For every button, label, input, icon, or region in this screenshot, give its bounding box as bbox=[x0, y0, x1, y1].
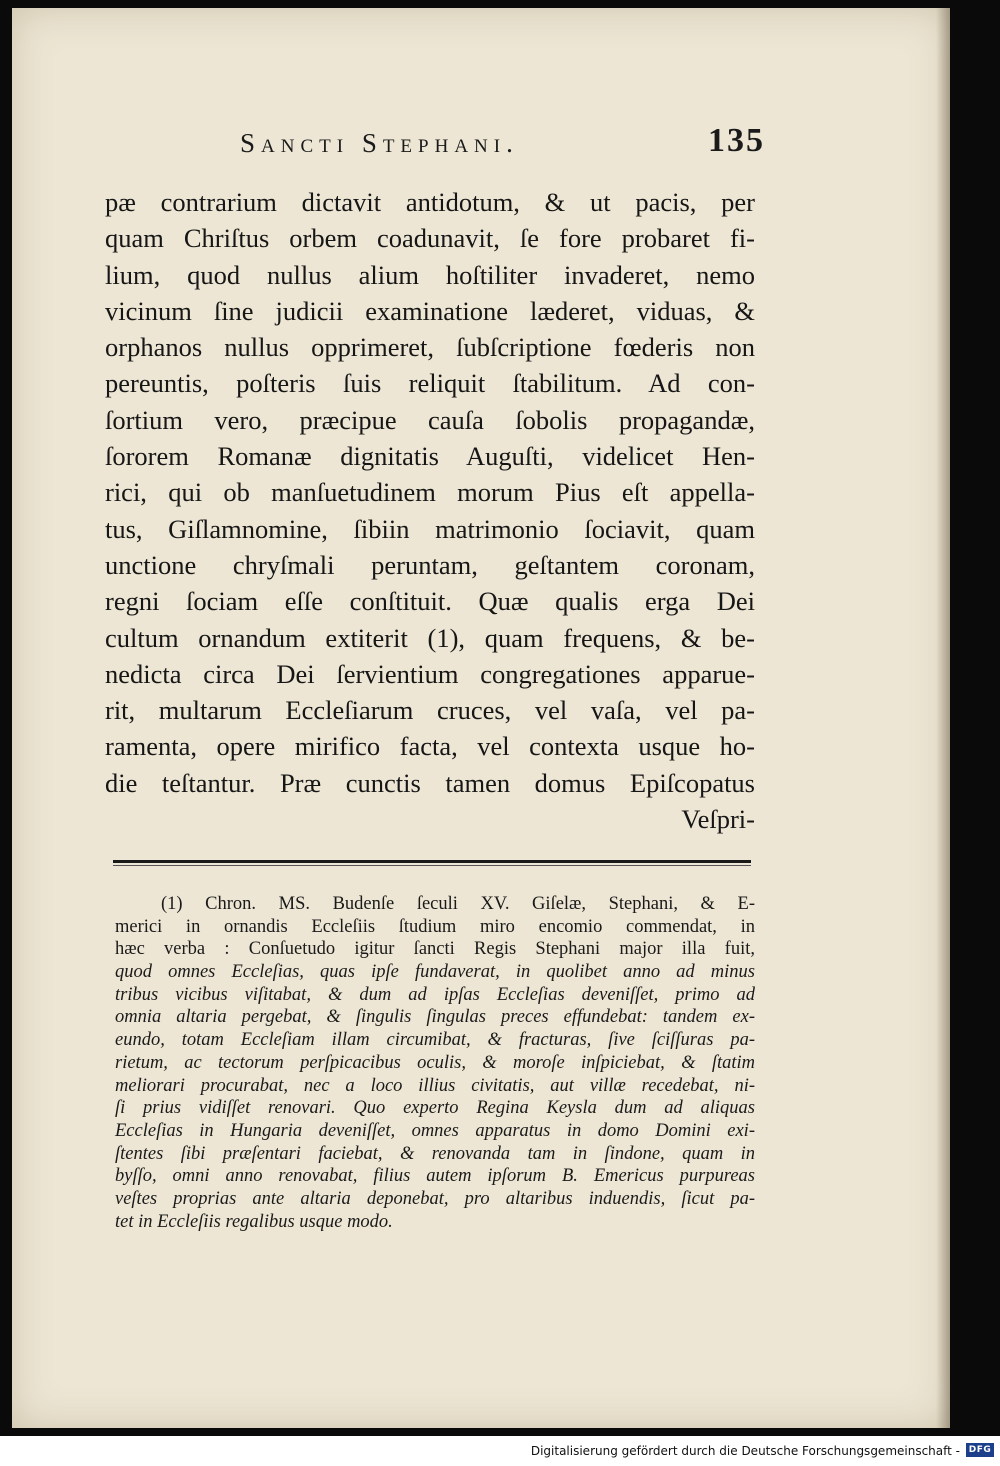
catchword: Veſpri- bbox=[681, 804, 755, 835]
footnote-line: veſtes proprias ante altaria deponebat, pro altaribus induendis, ſicut pa- bbox=[115, 1188, 755, 1209]
footnote-line: hæc verba : Conſuetudo igitur ſancti Regis Stephani major illa fuit, bbox=[115, 939, 755, 960]
footnote-line: quod omnes Eccleſias, quas ipſe fundaverat, in quolibet anno ad minus bbox=[115, 962, 755, 983]
footnote-line: ſi prius vidiſſet renovari. Quo experto Regina Keysla dum ad aliquas bbox=[115, 1098, 755, 1119]
text-line: nedicta circa Dei ſervientium congregationes apparue- bbox=[105, 658, 755, 689]
text-line: pereuntis, poſteris ſuis reliquit ſtabilitum. Ad con- bbox=[105, 368, 755, 399]
text-line: tus, Giſlamnomine, ſibiin matrimonio ſociavit, quam bbox=[105, 513, 755, 544]
footnote-line: tribus vicibus viſitabat, & dum ad ipſas Eccleſias deveniſſet, primo ad bbox=[115, 984, 755, 1005]
footnote-line: merici in ornandis Eccleſiis ſtudium miro encomio commendat, in bbox=[115, 916, 755, 937]
footnote-line: ſtentes ſibi præſentari faciebat, & renovanda tam in ſindone, quam in bbox=[115, 1143, 755, 1164]
text-line: ſororem Romanæ dignitatis Auguſti, videlicet Hen- bbox=[105, 441, 755, 472]
funding-bar bbox=[0, 1436, 1000, 1466]
main-text bbox=[105, 184, 755, 837]
text-line: unctione chryſmali peruntam, geſtantem coronam, bbox=[105, 549, 755, 580]
running-title: Sancti Stephani. bbox=[240, 128, 519, 158]
text-line: die teſtantur. Præ cunctis tamen domus Epiſcopatus bbox=[105, 767, 755, 798]
text-line: cultum ornandum extiterit (1), quam frequens, & be- bbox=[105, 622, 755, 653]
funding-notice: Digitalisierung gefördert durch die Deutsche Forschungsgemeinschaft - bbox=[530, 1444, 960, 1458]
page-header bbox=[230, 122, 765, 168]
text-line: ſortium vero, præcipue cauſa ſobolis propagandæ, bbox=[105, 404, 755, 435]
text-line: regni ſociam eſſe conſtituit. Quæ qualis erga Dei bbox=[105, 586, 755, 617]
footnote-line: byſſo, omni anno renovabat, filius autem ipſorum B. Emericus purpureas bbox=[115, 1166, 755, 1187]
footnote-line: tet in Eccleſiis regalibus usque modo. bbox=[115, 1211, 393, 1232]
text-line: ramenta, opere mirifico facta, vel contexta usque ho- bbox=[105, 731, 755, 762]
page-number: 135 bbox=[708, 122, 765, 159]
footnote-rule bbox=[113, 860, 751, 863]
footnote-line: rietum, ac tectorum perſpicacibus oculis, & moroſe inſpiciebat, & ſtatim bbox=[115, 1052, 755, 1073]
footnote-line: Eccleſias in Hungaria deveniſſet, omnes apparatus in domo Domini exi- bbox=[115, 1120, 755, 1141]
text-line: rit, multarum Eccleſiarum cruces, vel vaſa, vel pa- bbox=[105, 695, 755, 726]
footnote-line: (1) Chron. MS. Budenſe ſeculi XV. Giſelæ, Stephani, & E- bbox=[161, 894, 755, 914]
text-line: rici, qui ob manſuetudinem morum Pius eſt appella- bbox=[105, 477, 755, 508]
footnote-line: meliorari procurabat, nec a loco illius civitatis, aut villæ recedebat, ni- bbox=[115, 1075, 755, 1096]
footnote bbox=[115, 893, 755, 1233]
text-line: quam Chriſtus orbem coadunavit, ſe fore probaret fi- bbox=[105, 223, 755, 254]
footnote-line: eundo, totam Eccleſiam illam circumibat, & fracturas, ſive ſciſſuras pa- bbox=[115, 1030, 755, 1051]
text-line: pæ contrarium dictavit antidotum, & ut pacis, per bbox=[105, 187, 755, 217]
footnote-line: omnia altaria pergebat, & ſingulis ſingulas preces effundebat: tandem ex- bbox=[115, 1007, 755, 1028]
text-line: lium, quod nullus alium hoſtiliter invaderet, nemo bbox=[105, 259, 755, 290]
text-line: vicinum ſine judicii examinatione læderet, viduas, & bbox=[105, 295, 755, 326]
dfg-logo: DFG bbox=[966, 1443, 994, 1457]
text-line: orphanos nullus opprimeret, ſubſcriptione fœderis non bbox=[105, 332, 755, 363]
